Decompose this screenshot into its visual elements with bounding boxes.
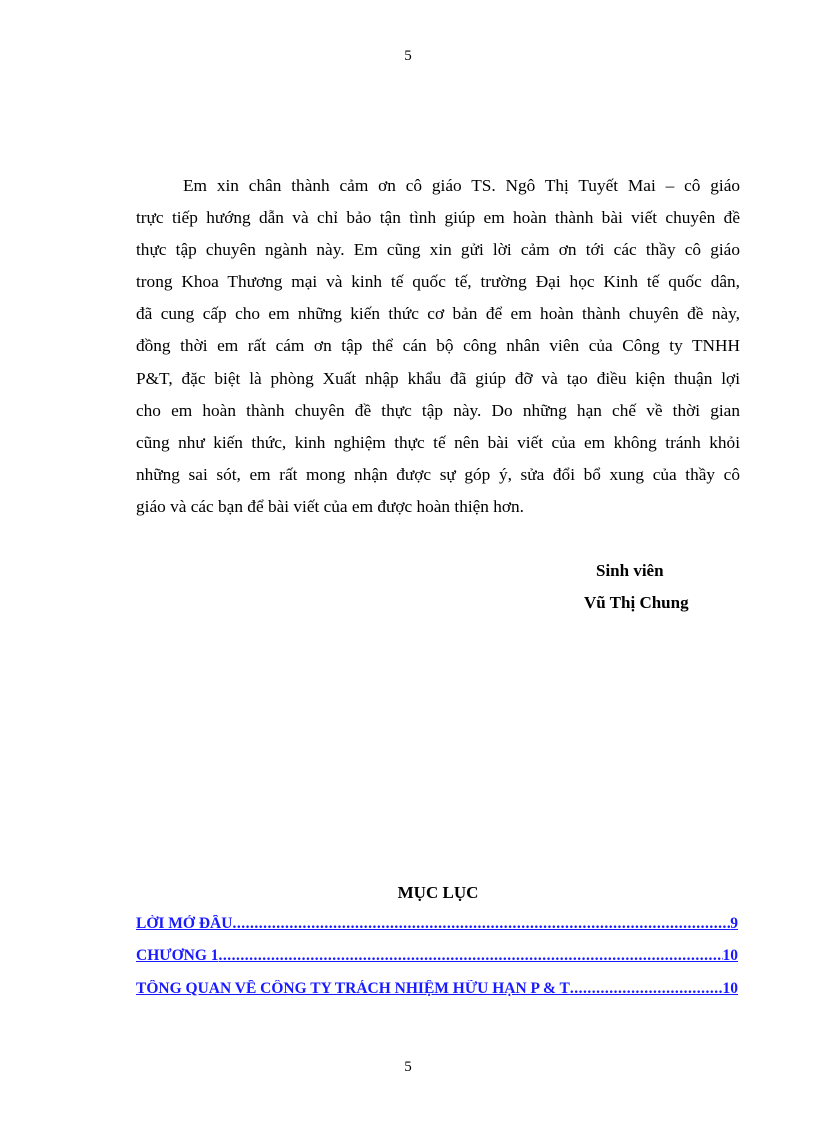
- paragraph-line: đồng thời em rất cám ơn tập thể cán bộ công nhân viên của Công ty TNHH: [136, 336, 740, 356]
- page-number-top: 5: [404, 48, 412, 64]
- paragraph-line: thực tập chuyên ngành này. Em cũng xin gửi lời cảm ơn tới các thầy cô giáo: [136, 240, 740, 260]
- toc-entry-label: CHƯƠNG 1: [136, 947, 219, 964]
- toc-entry-label: TỔNG QUAN VỀ CÔNG TY TRÁCH NHIỆM HỮU HẠN P & T: [136, 980, 570, 997]
- signature-role: Sinh viên: [596, 561, 664, 580]
- paragraph-line: trong Khoa Thương mại và kinh tế quốc tế, trường Đại học Kinh tế quốc dân,: [136, 272, 740, 292]
- paragraph-line: P&T, đặc biệt là phòng Xuất nhập khẩu đã giúp đỡ và tạo điều kiện thuận lợi: [136, 368, 740, 388]
- toc-leader-dots: [232, 915, 730, 933]
- paragraph-line: giáo và các bạn để bài viết của em được hoàn thiện hơn.: [136, 496, 525, 516]
- signature-name: Vũ Thị Chung: [584, 593, 689, 612]
- toc-entry-loi-mo-dau[interactable]: [136, 915, 738, 939]
- page-number-bottom: 5: [404, 1059, 412, 1075]
- paragraph-line: cũng như kiến thức, kinh nghiệm thực tế nên bài viết của em không tránh khỏi: [136, 432, 740, 452]
- toc-entry-page: 9: [730, 915, 738, 932]
- toc-entry-tong-quan[interactable]: [136, 980, 738, 1004]
- paragraph-line: cho em hoàn thành chuyên đề thực tập này. Do những hạn chế về thời gian: [136, 400, 740, 420]
- paragraph-line: đã cung cấp cho em những kiến thức cơ bản để em hoàn thành chuyên đề này,: [136, 304, 740, 324]
- acknowledgement-paragraph: [136, 170, 740, 523]
- toc-entry-page: 10: [722, 947, 738, 964]
- paragraph-line: Em xin chân thành cảm ơn cô giáo TS. Ngô Thị Tuyết Mai – cô giáo: [183, 176, 740, 195]
- paragraph-line: những sai sót, em rất mong nhận được sự góp ý, sửa đổi bổ xung của thầy cô: [136, 464, 740, 484]
- toc-entry-label: LỜI MỞ ĐẦU: [136, 915, 233, 932]
- toc-leader-dots: [570, 980, 723, 998]
- toc-title: MỤC LỤC: [397, 883, 479, 902]
- paragraph-line: trực tiếp hướng dẫn và chỉ bảo tận tình giúp em hoàn thành bài viết chuyên đề: [136, 208, 740, 228]
- toc-leader-dots: [219, 947, 723, 965]
- toc-entry-chuong-1[interactable]: [136, 947, 738, 971]
- toc-entry-page: 10: [722, 980, 738, 997]
